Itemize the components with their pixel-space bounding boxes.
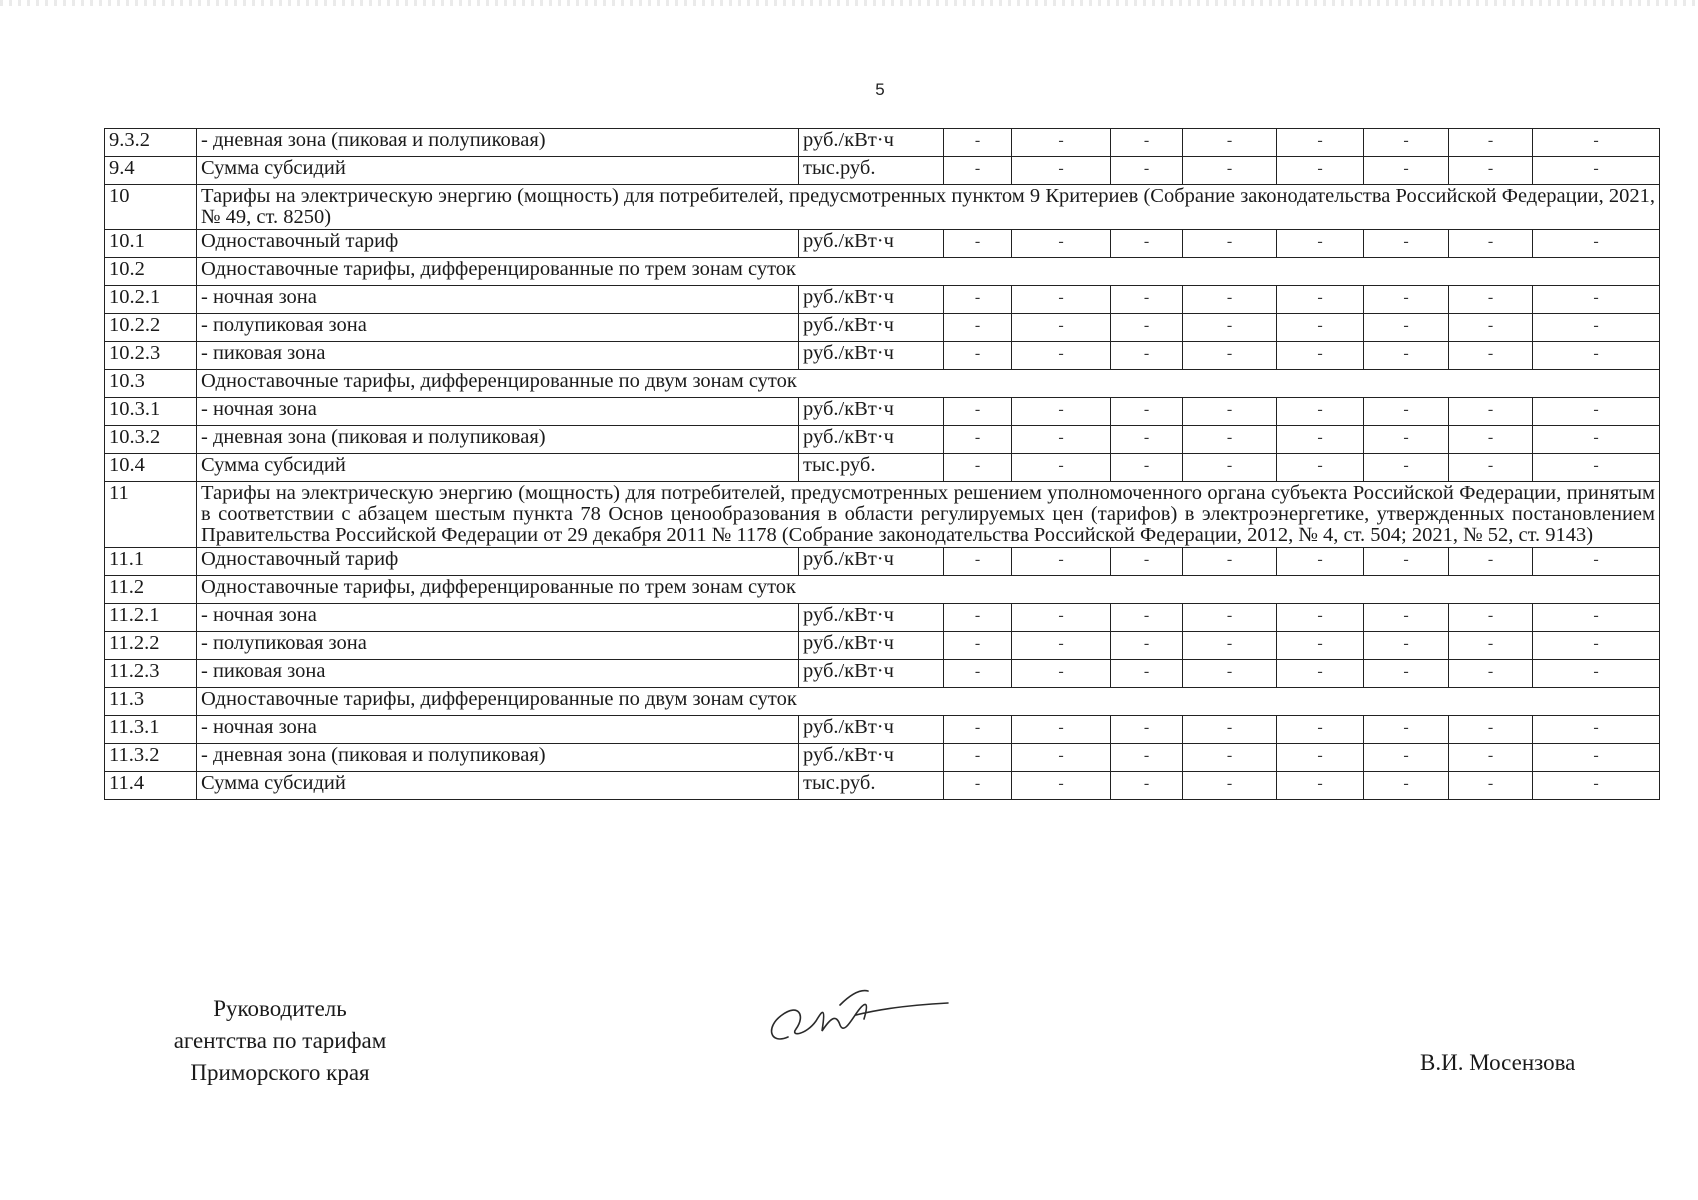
section-heading: Одноставочные тарифы, дифференцированные по двум зонам суток <box>197 370 1660 398</box>
row-unit: руб./кВт·ч <box>799 548 944 576</box>
value-cell: - <box>1012 398 1111 426</box>
row-name: Сумма субсидий <box>197 772 799 800</box>
table-row <box>105 342 1660 370</box>
value-cell: - <box>1183 342 1277 370</box>
row-name: - ночная зона <box>197 716 799 744</box>
table-row <box>105 604 1660 632</box>
value-cell: - <box>944 548 1012 576</box>
value-cell: - <box>1012 286 1111 314</box>
signature-title-line: Приморского края <box>190 1060 370 1085</box>
value-cell: - <box>944 129 1012 157</box>
row-number: 11.3.1 <box>105 716 197 744</box>
value-cell: - <box>1364 604 1449 632</box>
value-cell: - <box>1111 632 1183 660</box>
row-number: 10.3.1 <box>105 398 197 426</box>
row-number: 11.3 <box>105 688 197 716</box>
value-cell: - <box>1183 157 1277 185</box>
row-number: 11 <box>105 482 197 548</box>
value-cell: - <box>1364 314 1449 342</box>
value-cell: - <box>1364 286 1449 314</box>
value-cell: - <box>1449 286 1533 314</box>
value-cell: - <box>1183 772 1277 800</box>
table-row <box>105 576 1660 604</box>
value-cell: - <box>1111 772 1183 800</box>
value-cell: - <box>1449 660 1533 688</box>
value-cell: - <box>1183 426 1277 454</box>
table-row <box>105 632 1660 660</box>
value-cell: - <box>1183 660 1277 688</box>
value-cell: - <box>944 230 1012 258</box>
value-cell: - <box>1183 716 1277 744</box>
row-unit: руб./кВт·ч <box>799 398 944 426</box>
row-name: - дневная зона (пиковая и полупиковая) <box>197 129 799 157</box>
row-name: Сумма субсидий <box>197 157 799 185</box>
row-number: 11.3.2 <box>105 744 197 772</box>
value-cell: - <box>1183 230 1277 258</box>
value-cell: - <box>1111 548 1183 576</box>
row-name: - ночная зона <box>197 604 799 632</box>
value-cell: - <box>1183 286 1277 314</box>
value-cell: - <box>944 286 1012 314</box>
row-unit: руб./кВт·ч <box>799 342 944 370</box>
value-cell: - <box>1183 632 1277 660</box>
section-heading: Тарифы на электрическую энергию (мощность) для потребителей, предусмотренных решением уполномоченного органа субъекта Российской Федерации, принятым в соответствии с абзацем шестым пункта 78 Основ ценообразования в области регулируемых цен (тарифов) в электроэнергетике, утвержденных постановлением Правительства Российской Федерации от 29 декабря 2011 № 1178 (Собрание законодательства Российской Федерации, 2012, № 4, ст. 504; 2021, № 52, ст. 9143) <box>197 482 1660 548</box>
row-unit: руб./кВт·ч <box>799 604 944 632</box>
table-row <box>105 454 1660 482</box>
value-cell: - <box>1449 772 1533 800</box>
value-cell: - <box>944 157 1012 185</box>
table-row <box>105 660 1660 688</box>
handwritten-signature <box>760 975 950 1055</box>
row-number: 10.3 <box>105 370 197 398</box>
row-number: 10.2.1 <box>105 286 197 314</box>
row-unit: руб./кВт·ч <box>799 286 944 314</box>
value-cell: - <box>1183 314 1277 342</box>
value-cell: - <box>1364 426 1449 454</box>
value-cell: - <box>1012 342 1111 370</box>
value-cell: - <box>1533 398 1660 426</box>
value-cell: - <box>1277 772 1364 800</box>
value-cell: - <box>1364 342 1449 370</box>
row-unit: руб./кВт·ч <box>799 129 944 157</box>
row-unit: руб./кВт·ч <box>799 744 944 772</box>
value-cell: - <box>1364 454 1449 482</box>
row-number: 10.4 <box>105 454 197 482</box>
value-cell: - <box>1533 286 1660 314</box>
value-cell: - <box>1111 230 1183 258</box>
row-unit: тыс.руб. <box>799 772 944 800</box>
row-number: 10.1 <box>105 230 197 258</box>
row-unit: руб./кВт·ч <box>799 230 944 258</box>
row-unit: руб./кВт·ч <box>799 632 944 660</box>
page-number: 5 <box>875 80 885 99</box>
value-cell: - <box>1277 660 1364 688</box>
value-cell: - <box>1277 548 1364 576</box>
value-cell: - <box>1277 632 1364 660</box>
value-cell: - <box>1364 157 1449 185</box>
value-cell: - <box>1012 604 1111 632</box>
row-unit: руб./кВт·ч <box>799 716 944 744</box>
value-cell: - <box>944 660 1012 688</box>
value-cell: - <box>1533 660 1660 688</box>
value-cell: - <box>1449 129 1533 157</box>
value-cell: - <box>1111 426 1183 454</box>
value-cell: - <box>1012 157 1111 185</box>
value-cell: - <box>1111 398 1183 426</box>
signature-block-title <box>130 993 430 1089</box>
table-row <box>105 230 1660 258</box>
value-cell: - <box>1277 157 1364 185</box>
value-cell: - <box>1277 398 1364 426</box>
value-cell: - <box>1449 548 1533 576</box>
value-cell: - <box>1012 548 1111 576</box>
value-cell: - <box>1277 129 1364 157</box>
row-number: 11.2.2 <box>105 632 197 660</box>
value-cell: - <box>944 716 1012 744</box>
value-cell: - <box>944 398 1012 426</box>
row-name: Одноставочный тариф <box>197 230 799 258</box>
value-cell: - <box>1111 454 1183 482</box>
value-cell: - <box>1533 772 1660 800</box>
value-cell: - <box>1364 632 1449 660</box>
value-cell: - <box>1277 604 1364 632</box>
value-cell: - <box>1364 548 1449 576</box>
value-cell: - <box>1364 716 1449 744</box>
table-row <box>105 314 1660 342</box>
row-number: 9.4 <box>105 157 197 185</box>
row-name: Сумма субсидий <box>197 454 799 482</box>
tariff-table <box>104 128 1660 800</box>
row-number: 10.2 <box>105 258 197 286</box>
row-number: 11.2.3 <box>105 660 197 688</box>
value-cell: - <box>1449 426 1533 454</box>
value-cell: - <box>1449 604 1533 632</box>
value-cell: - <box>1364 744 1449 772</box>
value-cell: - <box>1012 230 1111 258</box>
row-name: - ночная зона <box>197 286 799 314</box>
section-heading: Одноставочные тарифы, дифференцированные по двум зонам суток <box>197 688 1660 716</box>
row-name: - дневная зона (пиковая и полупиковая) <box>197 744 799 772</box>
row-number: 10.2.2 <box>105 314 197 342</box>
value-cell: - <box>1111 716 1183 744</box>
value-cell: - <box>1533 342 1660 370</box>
value-cell: - <box>1277 286 1364 314</box>
value-cell: - <box>1111 342 1183 370</box>
row-name: - пиковая зона <box>197 660 799 688</box>
value-cell: - <box>944 772 1012 800</box>
table-row <box>105 548 1660 576</box>
value-cell: - <box>1111 744 1183 772</box>
signer-name: В.И. Мосензова <box>1420 1050 1576 1075</box>
table-row <box>105 426 1660 454</box>
table-row <box>105 185 1660 230</box>
value-cell: - <box>944 426 1012 454</box>
table-row <box>105 716 1660 744</box>
value-cell: - <box>1012 454 1111 482</box>
value-cell: - <box>944 342 1012 370</box>
row-unit: тыс.руб. <box>799 157 944 185</box>
table-row <box>105 370 1660 398</box>
value-cell: - <box>1533 716 1660 744</box>
row-unit: руб./кВт·ч <box>799 660 944 688</box>
value-cell: - <box>1364 660 1449 688</box>
row-number: 11.1 <box>105 548 197 576</box>
value-cell: - <box>1012 772 1111 800</box>
value-cell: - <box>1533 454 1660 482</box>
value-cell: - <box>1449 314 1533 342</box>
value-cell: - <box>1111 604 1183 632</box>
value-cell: - <box>1111 286 1183 314</box>
value-cell: - <box>1183 604 1277 632</box>
row-number: 9.3.2 <box>105 129 197 157</box>
section-heading: Одноставочные тарифы, дифференцированные по трем зонам суток <box>197 576 1660 604</box>
value-cell: - <box>944 454 1012 482</box>
table-row <box>105 129 1660 157</box>
value-cell: - <box>944 314 1012 342</box>
value-cell: - <box>1449 632 1533 660</box>
value-cell: - <box>1533 129 1660 157</box>
value-cell: - <box>1533 548 1660 576</box>
value-cell: - <box>1012 716 1111 744</box>
section-heading: Одноставочные тарифы, дифференцированные по трем зонам суток <box>197 258 1660 286</box>
value-cell: - <box>1364 129 1449 157</box>
row-number: 11.4 <box>105 772 197 800</box>
value-cell: - <box>1012 660 1111 688</box>
table-row <box>105 258 1660 286</box>
value-cell: - <box>1012 632 1111 660</box>
value-cell: - <box>1533 632 1660 660</box>
value-cell: - <box>944 604 1012 632</box>
value-cell: - <box>1533 426 1660 454</box>
value-cell: - <box>1012 129 1111 157</box>
value-cell: - <box>944 632 1012 660</box>
row-unit: руб./кВт·ч <box>799 314 944 342</box>
row-name: Одноставочный тариф <box>197 548 799 576</box>
value-cell: - <box>1183 548 1277 576</box>
table-body <box>105 129 1660 800</box>
value-cell: - <box>1183 744 1277 772</box>
row-number: 10 <box>105 185 197 230</box>
table-row <box>105 772 1660 800</box>
table-row <box>105 744 1660 772</box>
row-number: 10.3.2 <box>105 426 197 454</box>
value-cell: - <box>1111 157 1183 185</box>
row-number: 10.2.3 <box>105 342 197 370</box>
scan-edge-artifact <box>0 0 1698 6</box>
value-cell: - <box>1111 314 1183 342</box>
row-number: 11.2.1 <box>105 604 197 632</box>
value-cell: - <box>1449 157 1533 185</box>
value-cell: - <box>1533 314 1660 342</box>
row-name: - полупиковая зона <box>197 632 799 660</box>
value-cell: - <box>1183 454 1277 482</box>
row-name: - ночная зона <box>197 398 799 426</box>
value-cell: - <box>1449 744 1533 772</box>
value-cell: - <box>1111 129 1183 157</box>
value-cell: - <box>1533 744 1660 772</box>
value-cell: - <box>1277 426 1364 454</box>
table-row <box>105 157 1660 185</box>
value-cell: - <box>1111 660 1183 688</box>
row-unit: руб./кВт·ч <box>799 426 944 454</box>
value-cell: - <box>1183 398 1277 426</box>
value-cell: - <box>1533 157 1660 185</box>
row-name: - дневная зона (пиковая и полупиковая) <box>197 426 799 454</box>
row-name: - полупиковая зона <box>197 314 799 342</box>
table-row <box>105 286 1660 314</box>
value-cell: - <box>1364 398 1449 426</box>
value-cell: - <box>1449 398 1533 426</box>
section-heading: Тарифы на электрическую энергию (мощность) для потребителей, предусмотренных пунктом 9 Критериев (Собрание законодательства Российской Федерации, 2021, № 49, ст. 8250) <box>197 185 1660 230</box>
signature-title-line: агентства по тарифам <box>173 1028 387 1053</box>
value-cell: - <box>944 744 1012 772</box>
row-number: 11.2 <box>105 576 197 604</box>
table-row <box>105 688 1660 716</box>
table-row <box>105 482 1660 548</box>
value-cell: - <box>1012 744 1111 772</box>
value-cell: - <box>1449 342 1533 370</box>
value-cell: - <box>1277 230 1364 258</box>
value-cell: - <box>1183 129 1277 157</box>
value-cell: - <box>1364 772 1449 800</box>
value-cell: - <box>1012 426 1111 454</box>
signature-title-line: Руководитель <box>213 996 347 1021</box>
value-cell: - <box>1449 716 1533 744</box>
value-cell: - <box>1012 314 1111 342</box>
value-cell: - <box>1449 454 1533 482</box>
row-name: - пиковая зона <box>197 342 799 370</box>
value-cell: - <box>1277 716 1364 744</box>
row-unit: тыс.руб. <box>799 454 944 482</box>
value-cell: - <box>1277 454 1364 482</box>
value-cell: - <box>1277 342 1364 370</box>
table-row <box>105 398 1660 426</box>
value-cell: - <box>1533 230 1660 258</box>
value-cell: - <box>1533 604 1660 632</box>
value-cell: - <box>1449 230 1533 258</box>
value-cell: - <box>1364 230 1449 258</box>
value-cell: - <box>1277 744 1364 772</box>
value-cell: - <box>1277 314 1364 342</box>
